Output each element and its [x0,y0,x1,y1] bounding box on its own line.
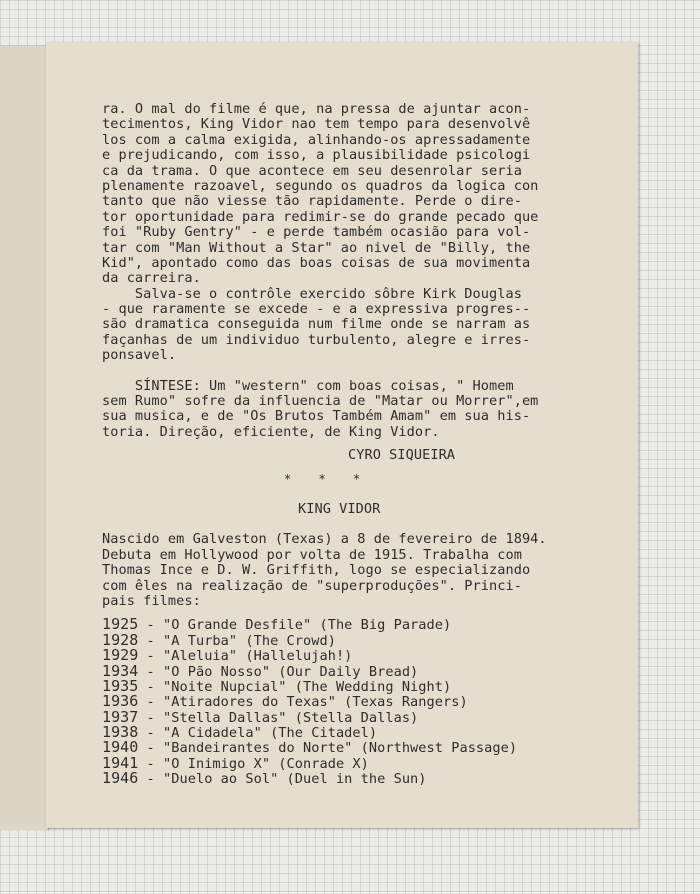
text-line: SÍNTESE: Um "western" com boas coisas, " Homem [102,377,514,394]
film-entry [102,676,602,695]
text-line: plenamente razoavel, segundo os quadros da logica con [102,177,539,194]
film-entry [102,617,602,632]
text-line: tecimentos, King Vidor nao tem tempo para desenvolvê [102,116,531,133]
text-line: Debuta em Hollywood por volta de 1915. Trabalha com [102,546,522,563]
film-year: 1928 [102,630,139,649]
text-line: sem Rumo" sofre da influencia de "Matar ou Morrer",em [102,393,539,410]
text-line: Kid", apontado como das boas coisas de sua movimenta [102,254,531,271]
text-line: Salva-se o contrôle exercido sôbre Kirk Douglas [102,285,522,302]
film-entry [102,648,602,663]
film-entry [102,694,602,709]
text-line: com êles na realização de "superproduções". Princi- [102,577,522,594]
film-year: 1940 [102,738,139,757]
text-line: façanhas de um individuo turbulento, alegre e irres- [102,331,531,348]
text-line: los com a calma exigida, alinhando-os apressadamente [102,131,531,148]
page-text [102,102,602,787]
review-paragraph-2 [102,287,602,364]
text-line: Thomas Ince e D. W. Griffith, logo se especializando [102,562,531,579]
film-title: - "A Cidadela" (The Citadel) [138,725,378,742]
text-line: ca da trama. O que acontece em seu desenrolar seria [102,162,522,179]
film-title: - "Atiradores do Texas" (Texas Rangers) [138,694,468,711]
text-line: e prejudicando, com isso, a plausibilidade psicologi [102,147,531,164]
film-title: - "O Pão Nosso" (Our Daily Bread) [138,663,419,680]
author-signature: CYRO SIQUEIRA [348,447,456,464]
film-title: - "Stella Dallas" (Stella Dallas) [138,709,419,726]
text-line: foi "Ruby Gentry" - e perde também ocasião para vol- [102,224,531,241]
text-line: ra. O mal do filme é que, na pressa de ajuntar acon- [102,101,531,117]
text-line: sua musica, e de "Os Brutos Também Amam" em sua his- [102,408,531,425]
film-title: - "Noite Nupcial" (The Wedding Night) [138,678,452,695]
spacer [102,487,602,502]
typewritten-page [46,42,638,828]
film-entry [102,740,602,755]
film-year: 1935 [102,676,139,695]
text-line: - que raramente se excede - e a expressiva progres-- [102,301,531,318]
spacer [102,517,602,532]
film-title: - "Aleluia" (Hallelujah!) [138,648,353,665]
film-year: 1938 [102,723,139,742]
film-entry [102,725,602,740]
filmography-list [102,617,602,786]
text-line: Nascido em Galveston (Texas) a 8 de fevereiro de 1894. [102,531,547,548]
text-line: da carreira. [102,270,201,287]
underlying-sheet [0,46,49,830]
film-year: 1929 [102,646,139,665]
film-year: 1941 [102,753,139,772]
biography-heading: KING VIDOR [298,500,381,517]
film-entry [102,661,602,680]
film-title: - "O Inimigo X" (Conrade X) [138,755,369,772]
text-line: pais filmes: [102,592,201,609]
text-line: toria. Direção, eficiente, de King Vidor. [102,423,440,440]
film-year: 1936 [102,692,139,711]
film-entry [102,630,602,649]
text-line: tanto que não viesse tão rapidamente. Perde o dire- [102,193,522,210]
film-year: 1934 [102,661,139,680]
text-line: tar com "Man Without a Star" ao nivel de "Billy, the [102,239,531,256]
film-title: - "Bandeirantes do Norte" (Northwest Passage) [138,740,518,757]
film-year: 1925 [102,615,139,634]
film-entry [102,753,602,772]
film-title: - "Duelo ao Sol" (Duel in the Sun) [138,771,427,788]
spacer [102,464,602,472]
section-separator: * * * [284,471,371,486]
film-title: - "A Turba" (The Crowd) [138,632,336,649]
text-line: tor oportunidade para redimir-se do grande pecado que [102,208,539,225]
film-title: - "O Grande Desfile" (The Big Parade) [138,617,452,634]
text-line: ponsavel. [102,347,177,364]
biography-intro [102,532,602,609]
synthesis-paragraph [102,379,602,441]
film-year: 1946 [102,769,139,788]
film-year: 1937 [102,707,139,726]
film-entry [102,771,602,786]
text-line: são dramatica conseguida num filme onde se narram as [102,316,531,333]
review-paragraph-1 [102,102,602,287]
spacer [102,364,602,379]
film-entry [102,707,602,726]
